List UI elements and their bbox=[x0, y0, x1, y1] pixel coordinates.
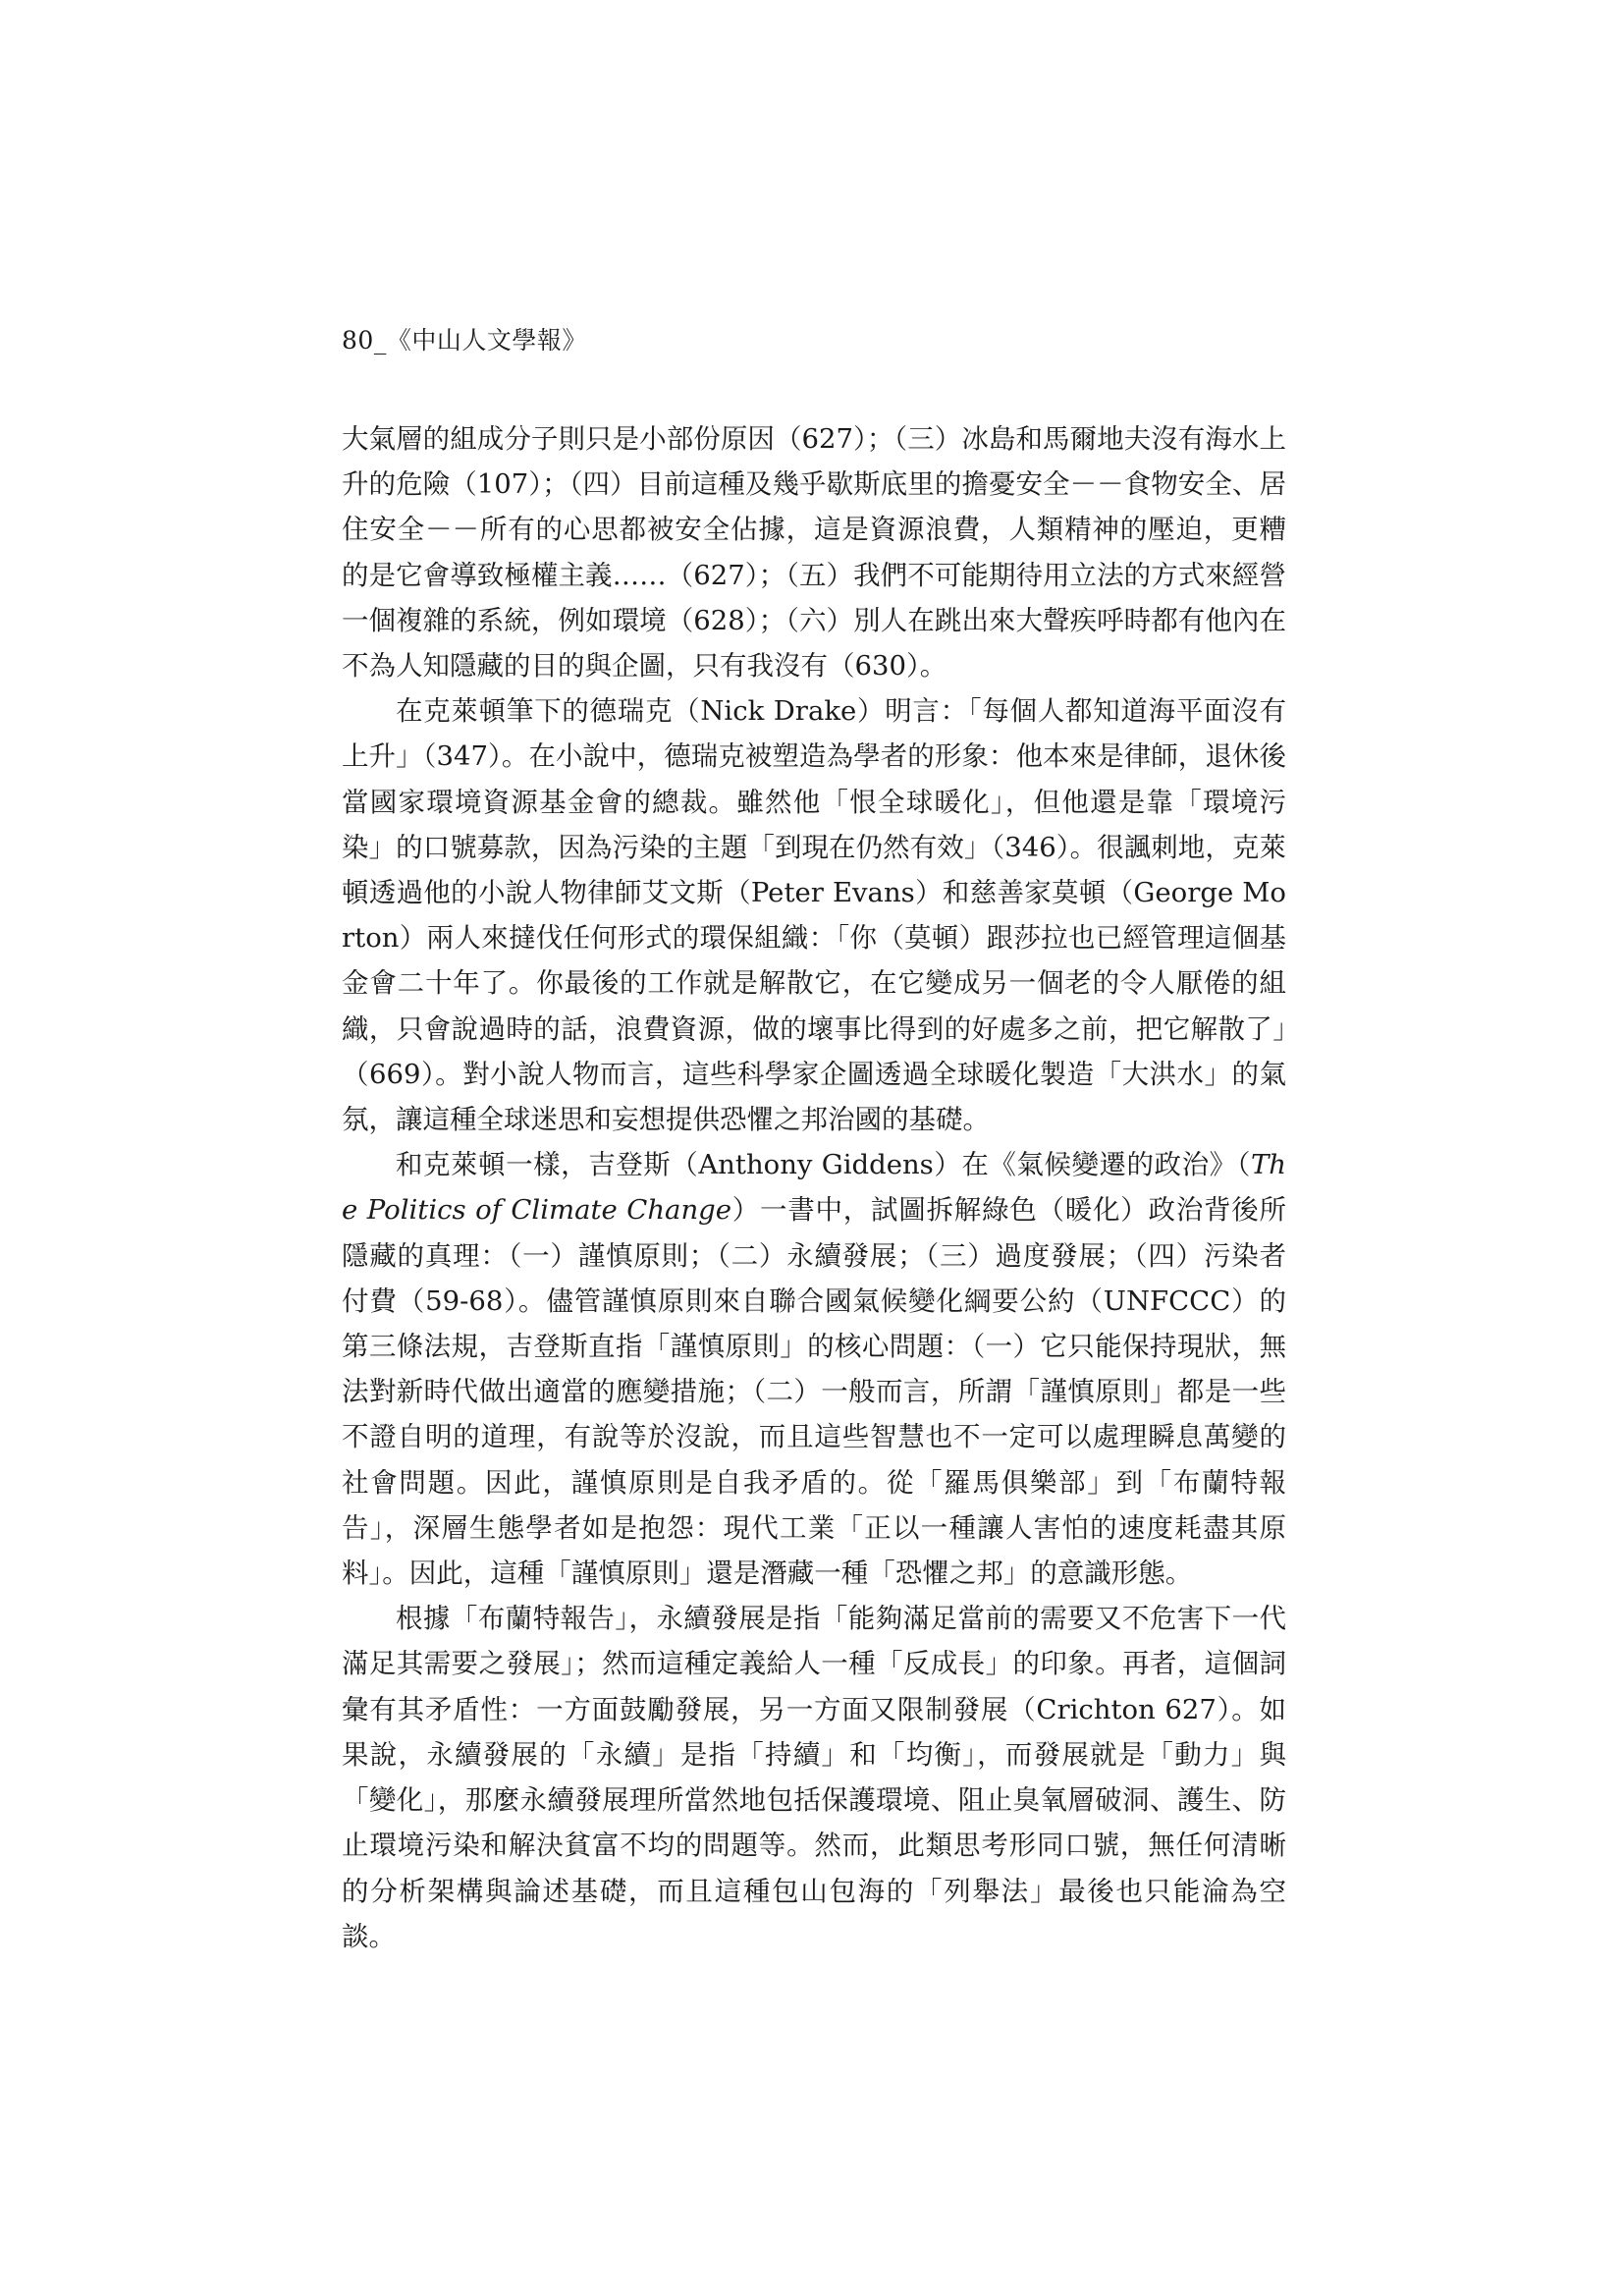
page-number: 80 bbox=[342, 326, 374, 355]
paragraph-3-text-a: 和克萊頓一樣，吉登斯（Anthony Giddens）在《氣候變遷的政治》（ bbox=[396, 1149, 1251, 1181]
paragraph-4 bbox=[342, 1596, 1286, 1959]
paragraph-2-text: 在克萊頓筆下的德瑞克（Nick Drake）明言：「每個人都知道海平面沒有上升」（347）。在小說中，德瑞克被塑造為學者的形象：他本來是律師，退休後當國家環境資源基金會的總裁。雖然他「恨全球暖化」，但他還是靠「環境污染」的口號募款，因為污染的主題「到現在仍然有效」（346）。很諷刺地，克萊頓透過他的小說人物律師艾文斯（Peter Evans）和慈善家莫頓（George Morton）兩人來撻伐任何形式的環保組織：「你（莫頓）跟莎拉也已經管理這個基金會二十年了。你最後的工作就是解散它，在它變成另一個老的令人厭倦的組織，只會說過時的話，浪費資源，做的壞事比得到的好處多之前，把它解散了」（669）。對小說人物而言，這些科學家企圖透過全球暖化製造「大洪水」的氣氛，讓這種全球迷思和妄想提供恐懼之邦治國的基礎。 bbox=[342, 695, 1286, 1136]
journal-title: _《中山人文學報》 bbox=[373, 326, 587, 355]
paragraph-3 bbox=[342, 1142, 1286, 1596]
paragraph-1-text: 大氣層的組成分子則只是小部份原因（627）；（三）冰島和馬爾地夫沒有海水上升的危險（107）；（四）目前這種及幾乎歇斯底里的擔憂安全－－食物安全、居住安全－－所有的心思都被安全佔據，這是資源浪費，人類精神的壓迫，更糟的是它會導致極權主義……（627）；（五）我們不可能期待用立法的方式來經營一個複雜的系統，例如環境（628）；（六）別人在跳出來大聲疾呼時都有他內在不為人知隱藏的目的與企圖，只有我沒有（630）。 bbox=[342, 423, 1286, 683]
paragraph-1 bbox=[342, 416, 1286, 688]
paragraph-4-text: 根據「布蘭特報告」，永續發展是指「能夠滿足當前的需要又不危害下一代滿足其需要之發展」；然而這種定義給人一種「反成長」的印象。再者，這個詞彙有其矛盾性：一方面鼓勵發展，另一方面又限制發展（Crichton 627）。如果說，永續發展的「永續」是指「持續」和「均衡」，而發展就是「動力」與「變化」，那麼永續發展理所當然地包括保護環境、阻止臭氧層破洞、護生、防止環境污染和解決貧富不均的問題等。然而，此類思考形同口號，無任何清晰的分析架構與論述基礎，而且這種包山包海的「列舉法」最後也只能淪為空談。 bbox=[342, 1603, 1286, 1952]
book-title-italic: The Politics of Climate Change bbox=[342, 1149, 1286, 1227]
body-text bbox=[342, 416, 1286, 1959]
paragraph-2 bbox=[342, 688, 1286, 1142]
running-header bbox=[342, 324, 587, 357]
paragraph-3-text-b: ）一書中，試圖拆解綠色（暖化）政治背後所隱藏的真理：（一）謹慎原則；（二）永續發展；（三）過度發展；（四）污染者付費（59-68）。儘管謹慎原則來自聯合國氣候變化綱要公約（UNFCCC）的第三條法規，吉登斯直指「謹慎原則」的核心問題：（一）它只能保持現狀，無法對新時代做出適當的應變措施；（二）一般而言，所謂「謹慎原則」都是一些不證自明的道理，有說等於沒說，而且這些智慧也不一定可以處理瞬息萬變的社會問題。因此，謹慎原則是自我矛盾的。從「羅馬俱樂部」到「布蘭特報告」，深層生態學者如是抱怨：現代工業「正以一種讓人害怕的速度耗盡其原料」。因此，這種「謹慎原則」還是潛藏一種「恐懼之邦」的意識形態。 bbox=[342, 1194, 1286, 1590]
